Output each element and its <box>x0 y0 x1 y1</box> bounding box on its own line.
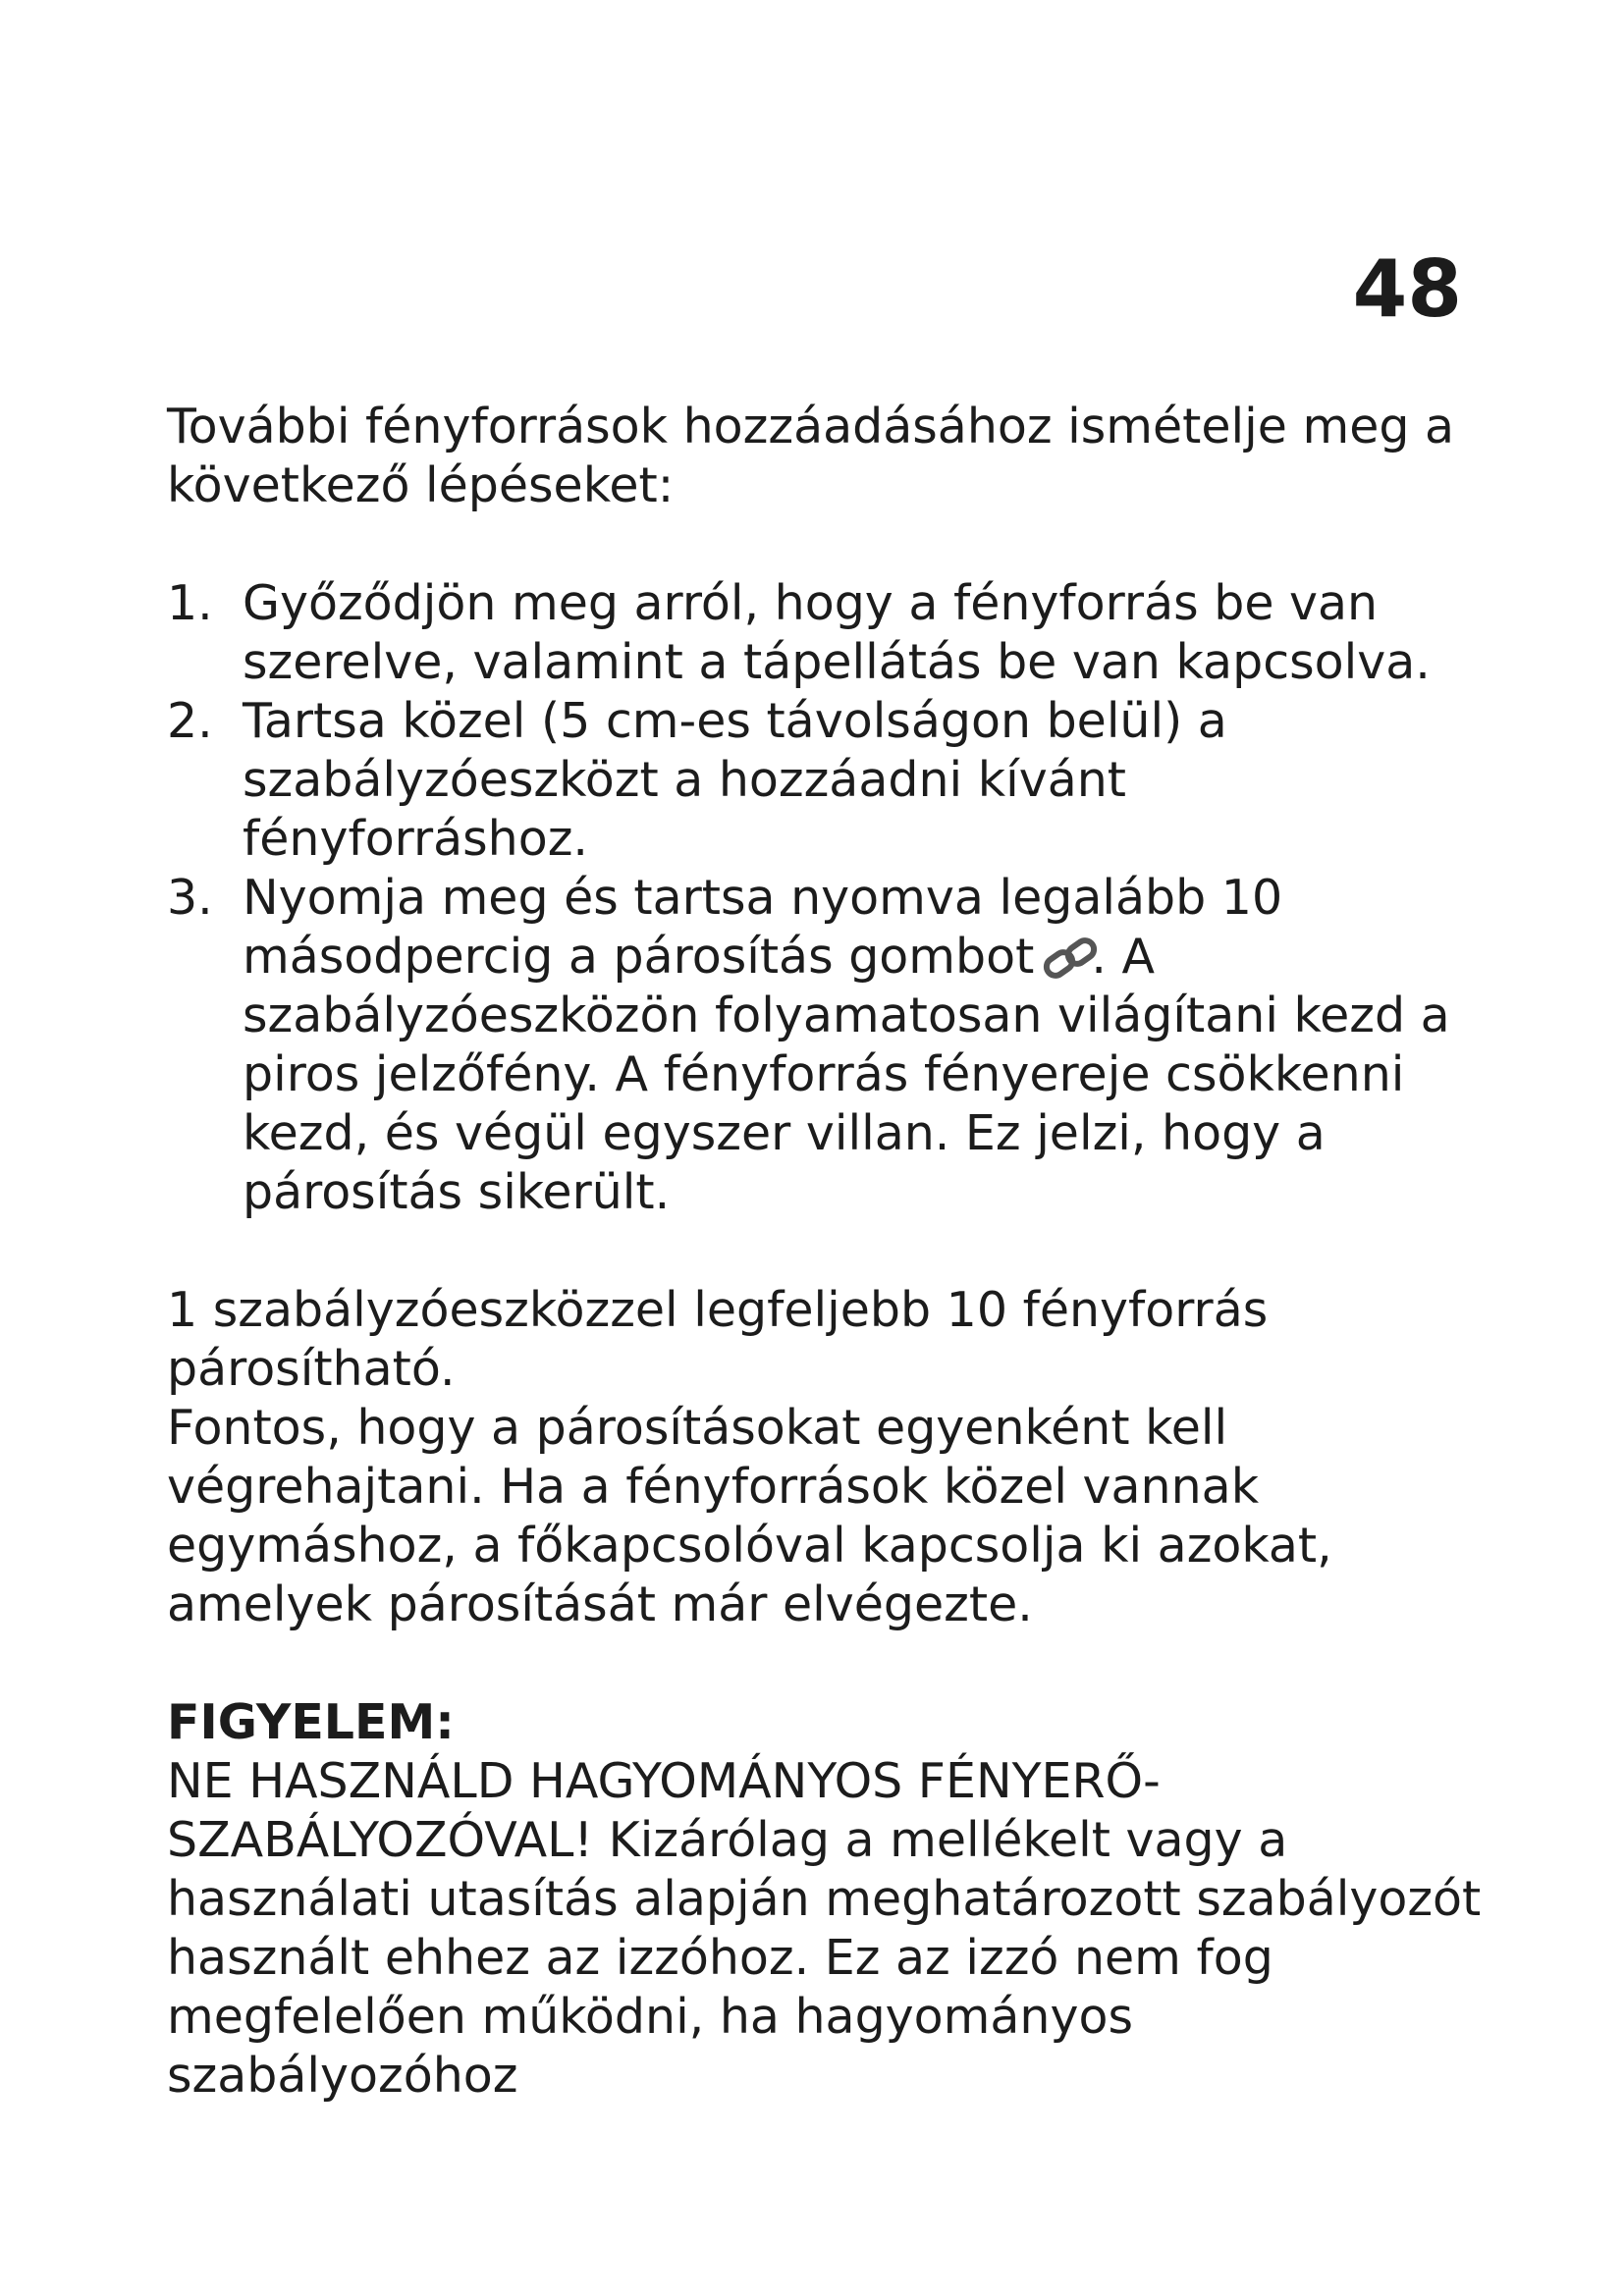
step-item-3 <box>167 869 1483 1222</box>
warning-text: NE HASZNÁLD HAGYOMÁNYOS FÉNYERŐ-SZABÁLYOZÓVAL! Kizárólag a mellékelt vagy a használati utasítás alapján meghatározott szabályozót használt ehhez az izzóhoz. Ez az izzó nem fog megfelelően működni, ha hagyományos szabályozóhoz <box>167 1753 1482 2104</box>
step-item-1 <box>167 574 1483 692</box>
step-text-2: Tartsa közel (5 cm-es távolságon belül) a szabályzóeszközt a hozzáadni kívánt fényforráshoz. <box>243 693 1227 867</box>
note-paragraph-1: 1 szabályzóeszközzel legfeljebb 10 fényforrás párosítható. <box>167 1282 1269 1397</box>
step-text-3-before-icon: Nyomja meg és tartsa nyomva legalább 10 másodpercig a párosítás gombot <box>243 870 1283 985</box>
step-number-1: 1. <box>167 575 213 631</box>
step-number-2: 2. <box>167 693 213 749</box>
page-content <box>167 398 1483 2106</box>
pairing-steps-list <box>167 574 1483 1222</box>
note-paragraph-2: Fontos, hogy a párosításokat egyenként kell végrehajtani. Ha a fényforrások közel vannak egymáshoz, a főkapcsolóval kapcsolja ki azokat, amelyek párosítását már elvégezte. <box>167 1400 1332 1632</box>
intro-paragraph: További fényforrások hozzáadásához ismételje meg a következő lépéseket: <box>167 399 1455 513</box>
warning-title: FIGYELEM: <box>167 1694 455 1750</box>
step-text-1: Győződjön meg arról, hogy a fényforrás be van szerelve, valamint a tápellátás be van kapcsolva. <box>243 575 1431 690</box>
step-text-3-after-icon: . A szabályzóeszközön folyamatosan világítani kezd a piros jelzőfény. A fényforrás fényereje csökkenni kezd, és végül egyszer villan. Ez jelzi, hogy a párosítás sikerült. <box>243 929 1450 1220</box>
step-item-2 <box>167 692 1483 869</box>
page-number: 48 <box>1352 243 1462 335</box>
step-number-3: 3. <box>167 870 213 926</box>
